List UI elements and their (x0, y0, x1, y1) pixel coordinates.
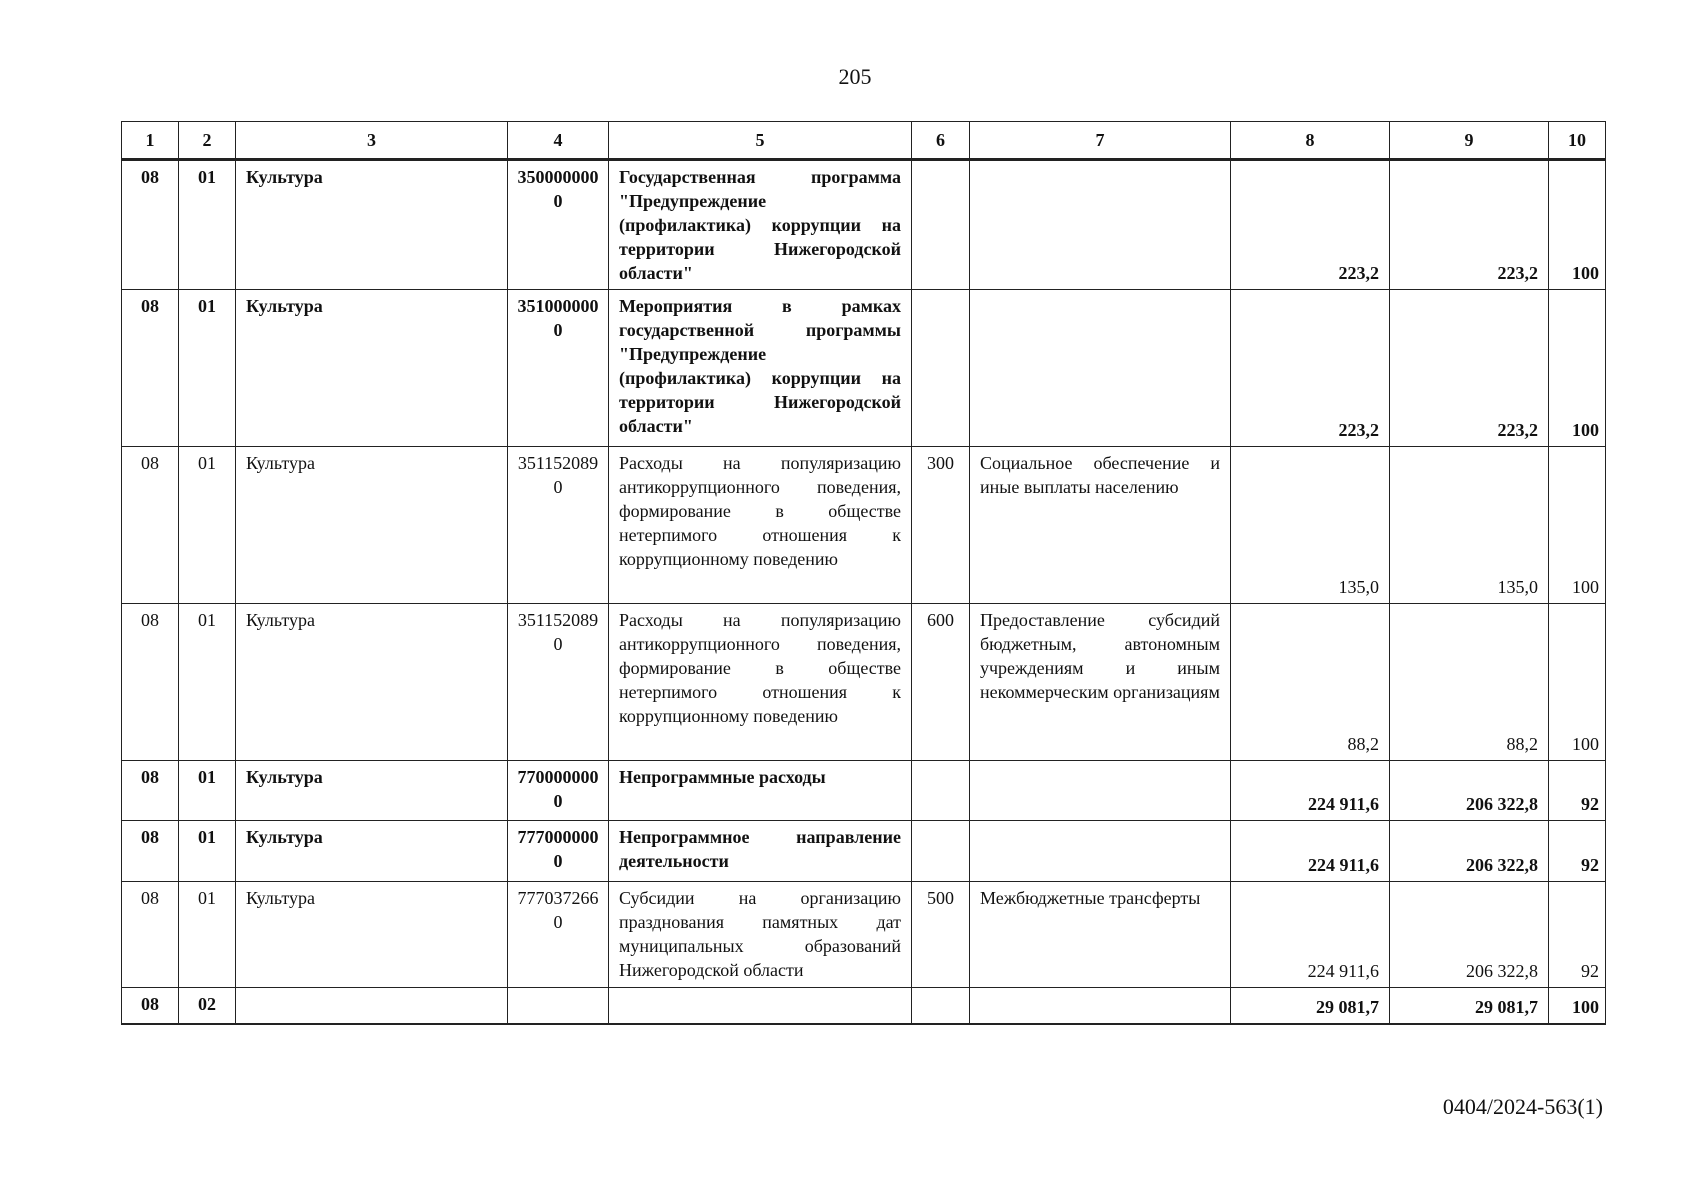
plan-amount-cell: 224 911,6 (1231, 821, 1390, 882)
column-header: 6 (912, 122, 970, 160)
section-cell: 08 (122, 290, 179, 447)
table-row (122, 882, 1606, 988)
section-cell: 08 (122, 447, 179, 604)
subsection-cell: 02 (179, 988, 236, 1024)
actual-amount-cell: 135,0 (1390, 447, 1549, 604)
column-header: 3 (236, 122, 508, 160)
expense-type-name-cell (970, 160, 1231, 290)
table-row (122, 821, 1606, 882)
plan-amount-cell: 223,2 (1231, 160, 1390, 290)
subsection-name-cell: Культура (236, 290, 508, 447)
target-article-cell: 3511520890 (508, 604, 609, 761)
target-article-cell: 7770372660 (508, 882, 609, 988)
actual-amount-cell: 88,2 (1390, 604, 1549, 761)
subsection-cell: 01 (179, 160, 236, 290)
target-article-cell: 3500000000 (508, 160, 609, 290)
actual-amount-cell: 206 322,8 (1390, 821, 1549, 882)
column-header: 10 (1549, 122, 1606, 160)
subsection-name-cell: Культура (236, 604, 508, 761)
expense-type-name-cell (970, 821, 1231, 882)
column-header: 9 (1390, 122, 1549, 160)
article-name-cell: Субсидии на организацию празднования памятных дат муниципальных образований Нижегородской области (609, 882, 912, 988)
article-name-cell (609, 988, 912, 1024)
target-article-cell (508, 988, 609, 1024)
subsection-cell: 01 (179, 821, 236, 882)
expense-type-cell: 500 (912, 882, 970, 988)
percent-cell: 100 (1549, 447, 1606, 604)
table-row (122, 290, 1606, 447)
subsection-cell: 01 (179, 290, 236, 447)
plan-amount-cell: 223,2 (1231, 290, 1390, 447)
subsection-name-cell: Культура (236, 761, 508, 821)
subsection-name-cell (236, 988, 508, 1024)
header-row (122, 122, 1606, 160)
expense-type-cell (912, 988, 970, 1024)
subsection-name-cell: Культура (236, 882, 508, 988)
subsection-cell: 01 (179, 761, 236, 821)
percent-cell: 100 (1549, 604, 1606, 761)
section-cell: 08 (122, 988, 179, 1024)
actual-amount-cell: 29 081,7 (1390, 988, 1549, 1024)
column-header: 7 (970, 122, 1231, 160)
article-name-cell: Государственная программа "Предупреждение (профилактика) коррупции на территории Нижегородской области" (609, 160, 912, 290)
table-row (122, 604, 1606, 761)
column-header: 4 (508, 122, 609, 160)
plan-amount-cell: 135,0 (1231, 447, 1390, 604)
percent-cell: 92 (1549, 761, 1606, 821)
target-article-cell: 3510000000 (508, 290, 609, 447)
expense-type-name-cell (970, 761, 1231, 821)
percent-cell: 92 (1549, 821, 1606, 882)
actual-amount-cell: 206 322,8 (1390, 761, 1549, 821)
expense-type-cell (912, 821, 970, 882)
plan-amount-cell: 88,2 (1231, 604, 1390, 761)
plan-amount-cell: 224 911,6 (1231, 882, 1390, 988)
percent-cell: 100 (1549, 160, 1606, 290)
percent-cell: 100 (1549, 988, 1606, 1024)
column-header: 1 (122, 122, 179, 160)
subsection-name-cell: Культура (236, 160, 508, 290)
expense-type-name-cell: Предоставление субсидий бюджетным, автономным учреждениям и иным некоммерческим организациям (970, 604, 1231, 761)
expense-type-name-cell: Социальное обеспечение и иные выплаты населению (970, 447, 1231, 604)
table-row (122, 447, 1606, 604)
expense-type-cell (912, 761, 970, 821)
table-row (122, 761, 1606, 821)
target-article-cell: 7700000000 (508, 761, 609, 821)
section-cell: 08 (122, 821, 179, 882)
article-name-cell: Расходы на популяризацию антикоррупционного поведения, формирование в обществе нетерпимого отношения к коррупционному поведению (609, 604, 912, 761)
expense-type-name-cell (970, 290, 1231, 447)
page-number: 205 (838, 64, 872, 89)
expense-type-name-cell (970, 988, 1231, 1024)
expense-type-name-cell: Межбюджетные трансферты (970, 882, 1231, 988)
subsection-name-cell: Культура (236, 447, 508, 604)
column-header: 2 (179, 122, 236, 160)
plan-amount-cell: 224 911,6 (1231, 761, 1390, 821)
plan-amount-cell: 29 081,7 (1231, 988, 1390, 1024)
budget-table (121, 121, 1606, 1025)
percent-cell: 100 (1549, 290, 1606, 447)
column-header: 8 (1231, 122, 1390, 160)
expense-type-cell (912, 160, 970, 290)
subsection-name-cell: Культура (236, 821, 508, 882)
target-article-cell: 3511520890 (508, 447, 609, 604)
table-row (122, 160, 1606, 290)
expense-type-cell (912, 290, 970, 447)
actual-amount-cell: 223,2 (1390, 290, 1549, 447)
article-name-cell: Мероприятия в рамках государственной программы "Предупреждение (профилактика) коррупции на территории Нижегородской области" (609, 290, 912, 447)
article-name-cell: Расходы на популяризацию антикоррупционного поведения, формирование в обществе нетерпимого отношения к коррупционному поведению (609, 447, 912, 604)
percent-cell: 92 (1549, 882, 1606, 988)
document-code: 0404/2024-563(1) (1442, 1094, 1603, 1119)
article-name-cell: Непрограммные расходы (609, 761, 912, 821)
subsection-cell: 01 (179, 882, 236, 988)
section-cell: 08 (122, 761, 179, 821)
actual-amount-cell: 223,2 (1390, 160, 1549, 290)
expense-type-cell: 600 (912, 604, 970, 761)
subsection-cell: 01 (179, 447, 236, 604)
actual-amount-cell: 206 322,8 (1390, 882, 1549, 988)
section-cell: 08 (122, 604, 179, 761)
subsection-cell: 01 (179, 604, 236, 761)
section-cell: 08 (122, 882, 179, 988)
target-article-cell: 7770000000 (508, 821, 609, 882)
table-row (122, 988, 1606, 1024)
column-header: 5 (609, 122, 912, 160)
section-cell: 08 (122, 160, 179, 290)
expense-type-cell: 300 (912, 447, 970, 604)
article-name-cell: Непрограммное направление деятельности (609, 821, 912, 882)
